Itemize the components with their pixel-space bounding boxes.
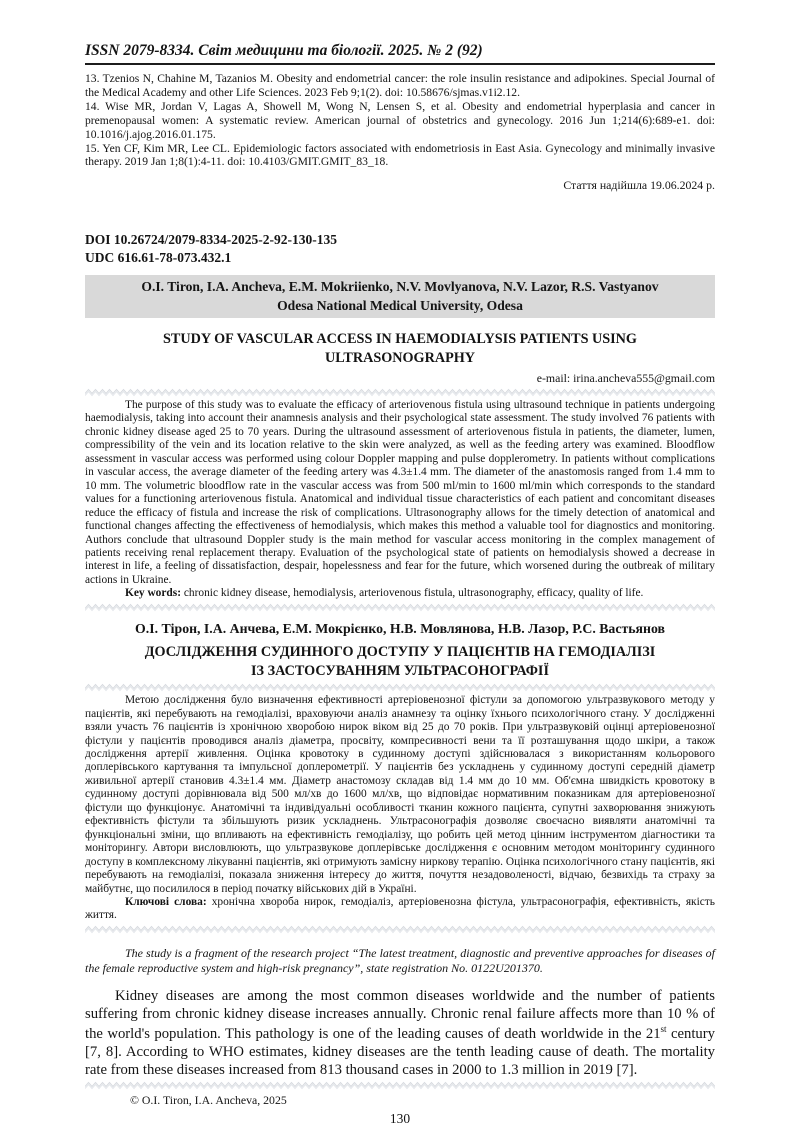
email-line: e-mail: irina.ancheva555@gmail.com [536, 371, 715, 386]
zigzag-divider [85, 925, 715, 934]
title-uk-line2: ІЗ ЗАСТОСУВАННЯМ УЛЬТРАСОНОГРАФІЇ [251, 663, 549, 679]
title-en-line1: STUDY OF VASCULAR ACCESS IN HAEMODIALYSIS PATIENTS USING [163, 331, 637, 348]
page-number: 130 [389, 1111, 411, 1127]
zigzag-divider [85, 388, 715, 397]
keywords-label-en: Key words: [125, 587, 181, 600]
journal-header [85, 42, 715, 65]
abstract-en-body: The purpose of this study was to evaluate the efficacy of arteriovenous fistula using ultrasound technique in patients undergoing haemodialysis, taking into account their anamnesis analysis and their psychological state assessment. The study involved 76 patients with chronic kidney disease aged 25 to 70 years. During the ultrasound assessment of arteriovenous fistula in patients, the diameter, lumen, compressibility of the vein and its location relative to the skin were analyzed, as well as the feeding artery was examined. Bloodflow assessment in vascular access was performed using colour Doppler mapping and pulse dopplerometry. In patients without complications in vascular access, the average diameter of the feeding artery was 4.3±1.4 mm. The diameter of the anastomosis ranged from 1.4 mm to 10 mm. The volumetric bloodflow rate in the vascular access was from 500 ml/min to 1600 ml/min which corresponds to the standard values for a functioning arteriovenous fistula. Anatomical and individual tissue characteristics of each patient and concomitant diseases reduce the efficacy of fistula and increase the risk of complications. Ultrasonography allows for the timely detection of anatomical and functional changes affecting the effectiveness of hemodialysis, which makes this method a valuable tool for diagnostics and monitoring. Authors conclude that ultrasound Doppler study is the main method for vascular access monitoring in the complex management of patients receiving renal replacement therapy. Evaluation of the psychological state of patients on hemodialysis showed a decrease in interest in life, a feeling of dissatisfaction, despair, hopelessness and fear for the future, which worsened during the outbreak of military actions in Ukraine. [85, 399, 715, 586]
abstract-en-block [85, 399, 715, 601]
reference-item: 13. Tzenios N, Chahine M, Tazanios M. Obesity and endometrial cancer: the role insulin resistance and adipokines. Special Journal of the Medical Academy and other Life Sciences. 2023 Feb 9;1(2). doi: 10.58676/sjmas.v1i2.12. [85, 72, 715, 99]
zigzag-divider [85, 1081, 715, 1090]
intro-text-2: century [7, 8]. According to WHO estimates, kidney diseases are the tenth leading cause of death. The mortality rate from these diseases increased from 813 thousand cases in 2000 to 1.3 million in 2019 [7]. [85, 1025, 715, 1078]
reference-item: 14. Wise MR, Jordan V, Lagas A, Showell M, Wong N, Lensen S, et al. Obesity and endometrial hyperplasia and cancer in premenopausal women: A systematic review. American journal of obstetrics and gynecology. 2016 Jun 1;214(6):689-e1. doi: 10.1016/j.ajog.2016.01.175. [85, 99, 715, 141]
keywords-uk: хронічна хвороба нирок, гемодіаліз, артеріовенозна фістула, ультрасонографія, ефективність, якість життя. [85, 895, 715, 922]
article-title-uk [85, 643, 715, 681]
article-received-date: Стаття надійшла 19.06.2024 р. [563, 178, 715, 193]
keywords-label-uk: Ключові слова: [125, 895, 207, 908]
title-en-line2: ULTRASONOGRAPHY [324, 349, 476, 366]
copyright-line: © O.I. Tiron, I.A. Ancheva, 2025 [130, 1093, 287, 1108]
zigzag-divider [85, 603, 715, 612]
abstract-uk-block [85, 694, 715, 923]
article-title-en [85, 330, 715, 367]
authors-en: O.I. Tiron, I.A. Ancheva, E.M. Mokriienko, N.V. Movlyanova, N.V. Lazor, R.S. Vastyanov [141, 279, 659, 295]
affiliation-en: Odesa National Medical University, Odesa [277, 297, 523, 313]
research-project-note: The study is a fragment of the research project “The latest treatment, diagnostic and preventive approaches for diseases of the female reproductive system and high-risk pregnancy”, state registration No. 0122U201370. [85, 945, 715, 975]
keywords-en: chronic kidney disease, hemodialysis, arteriovenous fistula, ultrasonography, efficacy, quality of life. [183, 587, 644, 600]
abstract-uk-keywords [85, 896, 715, 923]
udc-line: UDC 616.61-78-073.432.1 [85, 249, 232, 265]
references-list [85, 72, 715, 169]
intro-paragraph [85, 988, 715, 1080]
authors-uk: О.І. Тірон, І.А. Анчева, Е.М. Мокрієнко, Н.В. Мовлянова, Н.В. Лазор, Р.С. Вастьянов [135, 620, 665, 636]
intro-text-1: Kidney diseases are among the most common diseases worldwide and the number of patients suffering from chronic kidney disease increases annually. Chronic renal failure affects more than 10 % of the world's population. This pathology is one of the leading causes of death worldwide in the 21 [85, 987, 715, 1042]
title-uk-line1: ДОСЛІДЖЕННЯ СУДИННОГО ДОСТУПУ У ПАЦІЄНТІВ НА ГЕМОДІАЛІЗІ [144, 643, 656, 660]
abstract-en-keywords [85, 587, 715, 600]
intro-superscript: st [660, 1023, 667, 1034]
abstract-uk-body: Метою дослідження було визначення ефективності артеріовенозної фістули за допомогою ультразвукового методу у пацієнтів, які перебувають на гемодіалізі, враховуючи аналіз анамнезу та оцінку їхнього психологічного стану. У дослідженні взяли участь 76 пацієнтів із хронічною хворобою нирок віком від 25 до 70 років. При ультразвуковій оцінці артеріовенозної фістули у пацієнтів проводився аналіз діаметра, просвіту, компресивності вени та її розташування щодо шкіри, а також дослідження артерії живлення. Оцінка кровотоку в судинному доступі здійснювалася з використанням кольорового доплерівського картування та імпульсної доплерометрії. У пацієнтів без ускладнень у судинному доступі середній діаметр живильної артерії становив 4.3±1.4 мм. Діаметр анастомозу складав від 1.4 мм до 10 мм. Об'ємна швидкість кровотоку в судинному доступі дорівнювала від 500 мл/хв до 1600 мл/хв, що відповідає нормативним показникам для артеріовенозної фістули що функціонує. Анатомічні та індивідуальні особливості тканин кожного пацієнта, супутні захворювання знижують ефективність фістули та збільшують ризик ускладнень. Ультрасонографія дозволяє своєчасно виявляти анатомічні та функціональні зміни, що впливають на ефективність гемодіалізу, що робить цей метод цінним інструментом діагностики та моніторингу. Автори висловлюють, що ультразвукове доплерівське дослідження є основним методом моніторингу судинного доступу в комплексному лікуванні пацієнтів, які отримують замісну ниркову терапію. Оцінка психологічного стану пацієнтів, які перебувають на гемодіалізі, показала зниження інтересу до життя, почуття незадоволеності, відчаю, безвихідь та страху за майбутнє, що посилилося в період початку військових дій в Україні. [85, 694, 715, 895]
authors-box [85, 275, 715, 318]
journal-title-line: ISSN 2079-8334. Світ медицини та біології. 2025. № 2 (92) [85, 42, 483, 59]
doi-line: DOI 10.26724/2079-8334-2025-2-92-130-135 [85, 232, 337, 248]
zigzag-divider [85, 683, 715, 692]
reference-item: 15. Yen CF, Kim MR, Lee CL. Epidemiologic factors associated with endometriosis in East Asia. Gynecology and minimally invasive therapy. 2019 Jan 1;8(1):4-11. doi: 10.4103/GMIT.GMIT_83_18. [85, 141, 715, 169]
article-identifiers [85, 231, 715, 266]
